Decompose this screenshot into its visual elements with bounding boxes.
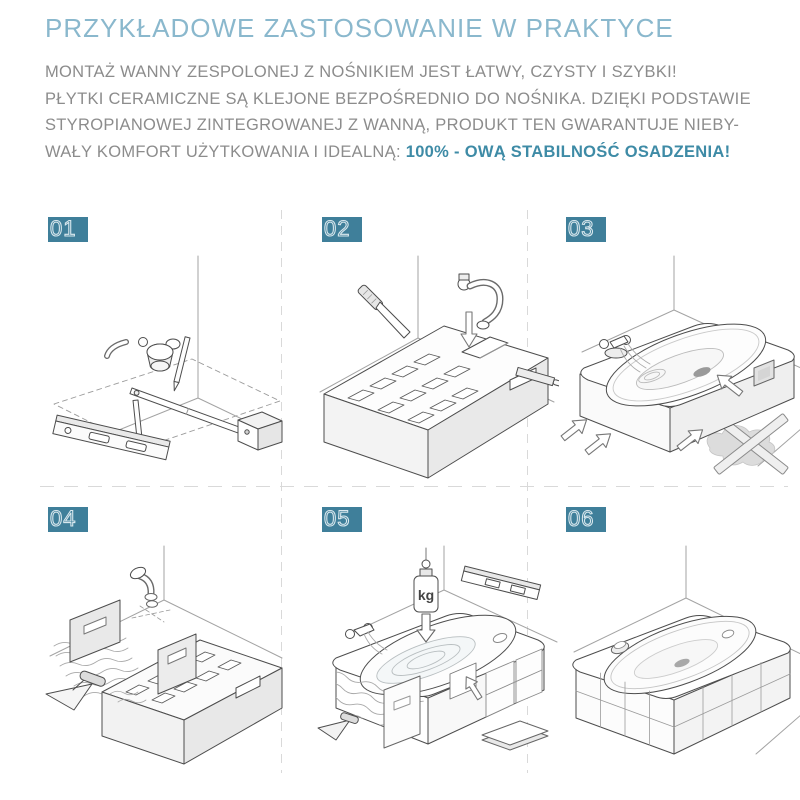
hand-trowel [318, 712, 359, 740]
step-number: 01 [50, 217, 77, 241]
step-cell-01 [40, 210, 288, 500]
step-cell-03 [558, 210, 800, 500]
tape-measure [238, 412, 282, 450]
step-cell-05 [314, 500, 562, 790]
step-cell-06 [558, 500, 800, 790]
folding-rule [130, 388, 245, 435]
step-number-badge [566, 217, 606, 242]
tile-stack [482, 721, 548, 750]
kg-label: kg [417, 587, 435, 603]
illustration-step-05-tiling [314, 542, 559, 770]
tiled-bathtub [573, 600, 790, 754]
step-cell-04 [40, 500, 288, 790]
step-number: 03 [568, 217, 595, 241]
intro-line-1: MONTAŻ WANNY ZESPOLONEJ Z NOŚNIKIEM JEST ŁATWY, CZYSTY I SZYBKI! [45, 63, 677, 81]
utility-knife [357, 284, 410, 338]
styrofoam-carrier-block [324, 326, 548, 478]
step-number-badge [322, 217, 362, 242]
step-number-badge [322, 507, 362, 532]
step-number: 02 [324, 217, 351, 241]
illustration-step-06-finished [558, 542, 800, 770]
intro-line-4: WAŁY KOMFORT UŻYTKOWANIA I IDEALNĄ: [45, 142, 406, 161]
illustration-step-03-placement [558, 252, 800, 480]
hand-trowel [46, 670, 106, 710]
page-title: PRZYKŁADOWE ZASTOSOWANIE W PRAKTYCE [45, 13, 674, 43]
step-number: 06 [568, 507, 595, 531]
step-number-badge [48, 507, 88, 532]
spirit-level [53, 415, 170, 460]
step-number-badge [566, 507, 606, 532]
drain-hose [458, 274, 500, 329]
intro-paragraph [45, 59, 755, 165]
illustration-step-02-carrier [314, 252, 559, 480]
illustration-step-01-measuring [40, 252, 285, 480]
drain-siphon [107, 338, 180, 372]
illustration-step-04-adhesive [40, 542, 285, 770]
step-number: 04 [50, 507, 77, 531]
spirit-level [461, 566, 540, 599]
intro-line-3: STYROPIANOWEJ ZINTEGROWANEJ Z WANNĄ, PRODUKT TEN GWARANTUJE NIEBY- [45, 116, 740, 134]
step-number-badge [48, 217, 88, 242]
faucet [600, 336, 631, 359]
intro-line-2: PŁYTKI CERAMICZNE SĄ KLEJONE BEZPOŚREDNIO DO NOŚNIKA. DZIĘKI PODSTAWIE [45, 89, 751, 108]
notched-trowel-plate [70, 600, 120, 662]
step-number: 05 [324, 507, 351, 531]
step-cell-02 [314, 210, 562, 500]
intro-highlight: 100% - OWĄ STABILNOŚĆ OSADZENIA! [405, 142, 731, 161]
